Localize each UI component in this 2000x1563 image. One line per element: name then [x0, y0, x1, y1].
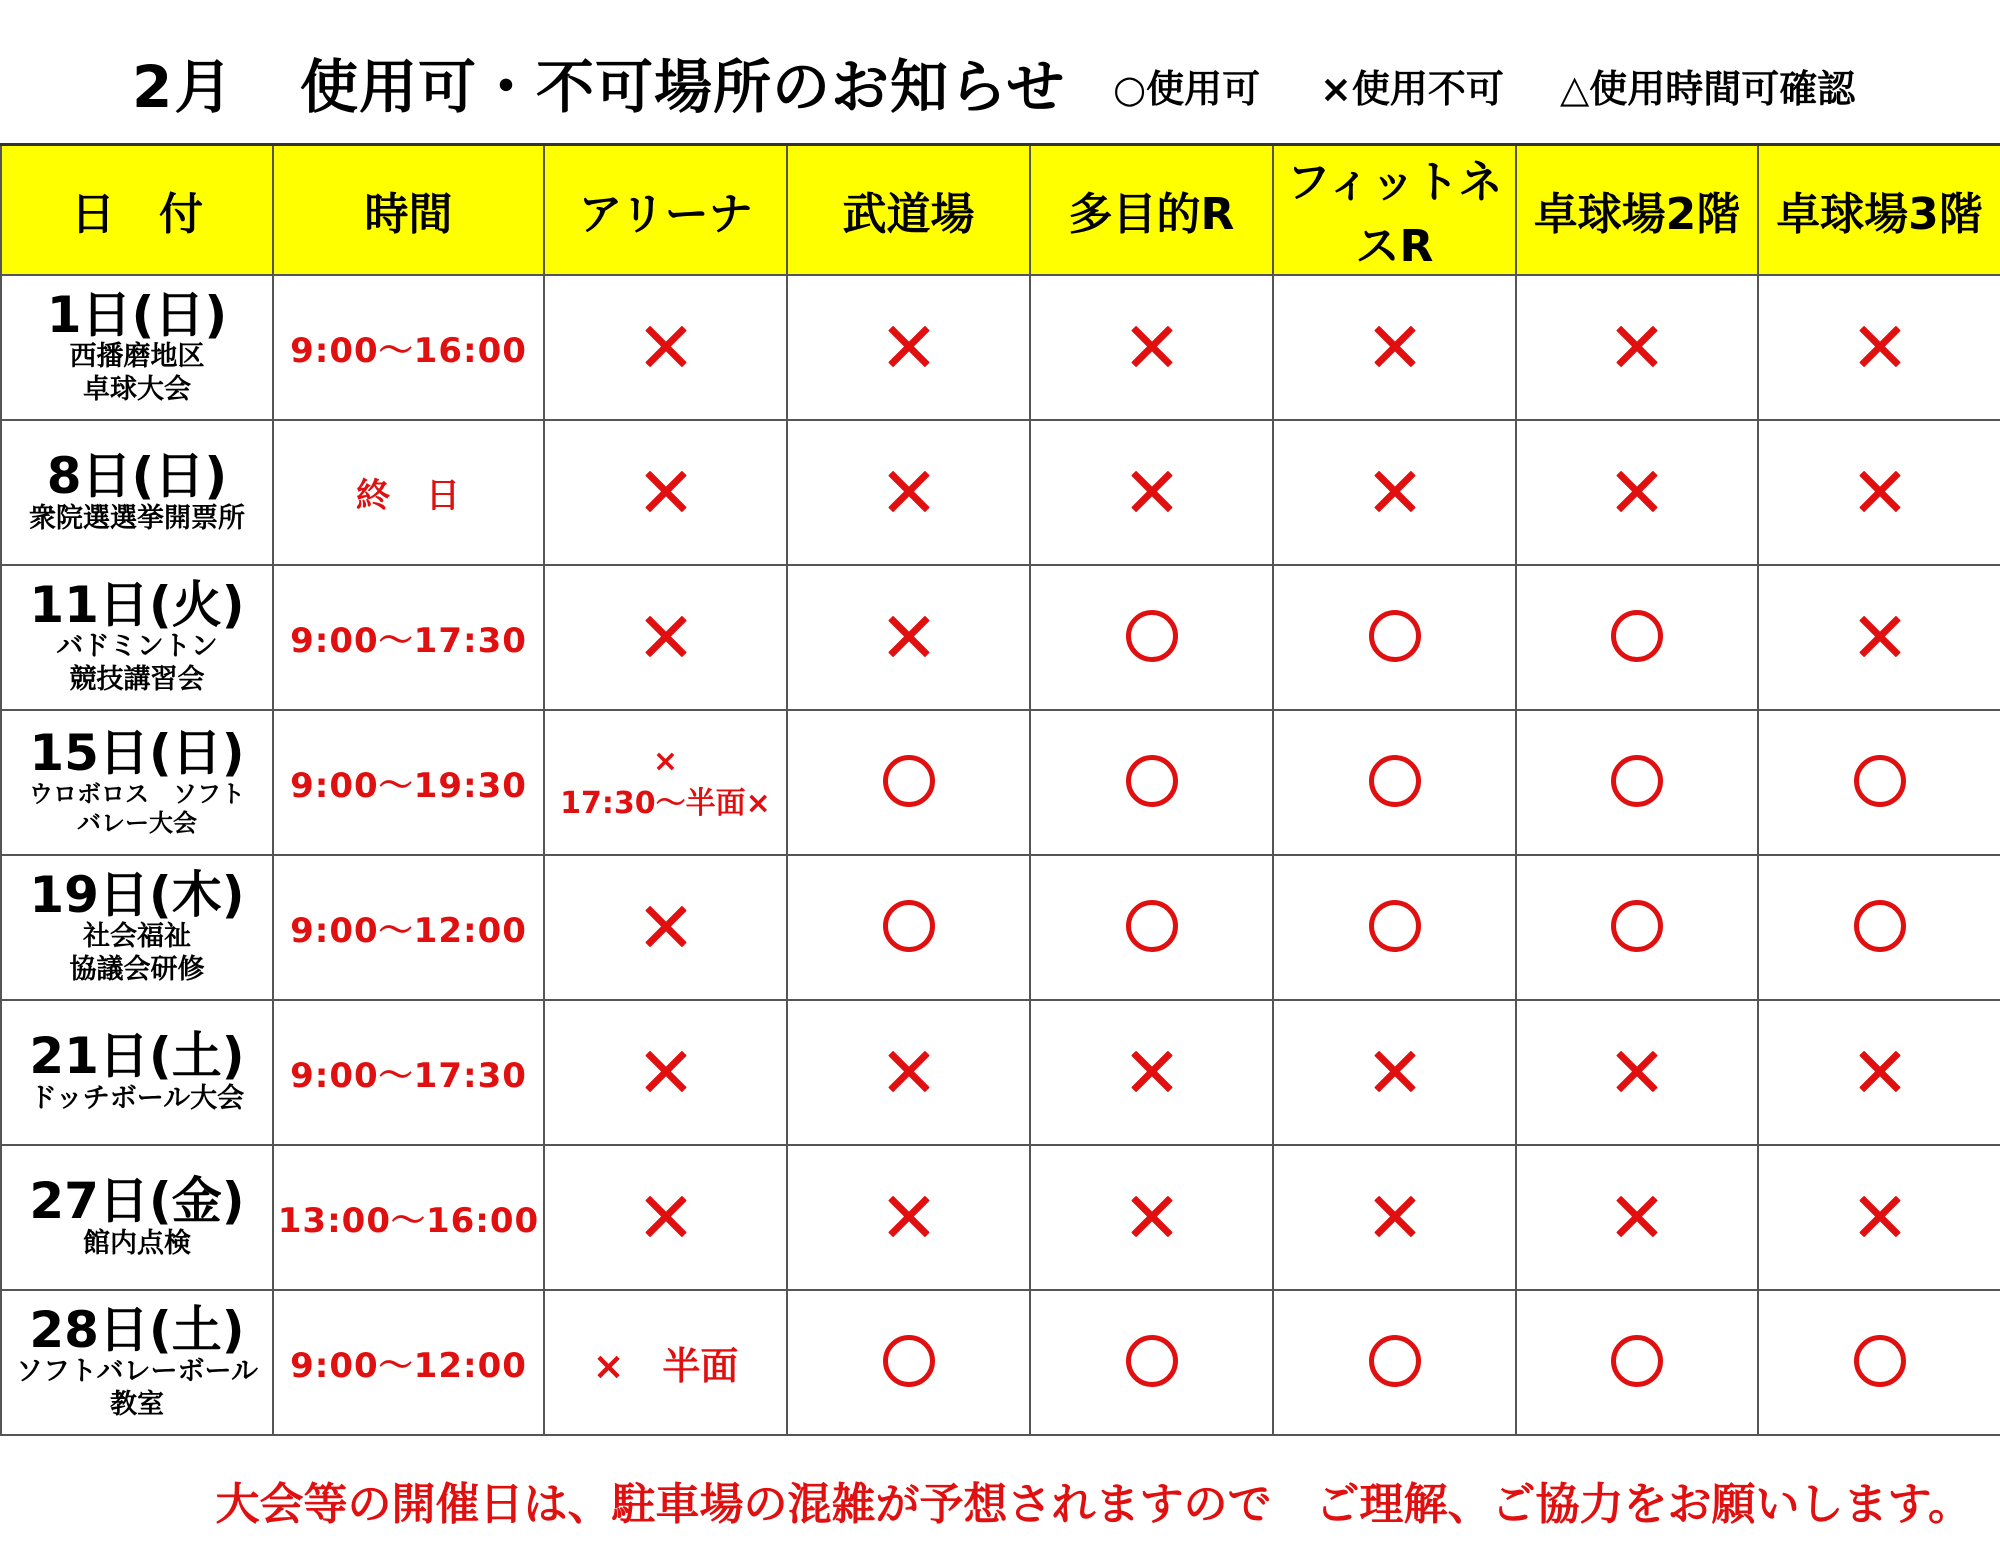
col-header-budo: 武道場 [787, 145, 1030, 276]
status-cell [1273, 565, 1516, 710]
unavailable-mark-icon [1130, 324, 1174, 368]
status-cell [1758, 1145, 2000, 1290]
unavailable-mark-icon [644, 469, 688, 513]
unavailable-mark-icon [644, 324, 688, 368]
unavailable-mark-icon [887, 614, 931, 658]
date-cell [1, 1290, 273, 1435]
page-title: 使用可・不可場所のお知らせ [300, 53, 1066, 121]
event-line: ドッチボール大会 [29, 1082, 245, 1114]
status-cell [1758, 710, 2000, 855]
unavailable-mark-icon [1615, 469, 1659, 513]
unavailable-mark-icon [1373, 1194, 1417, 1238]
status-cell [1516, 420, 1758, 565]
page-header [0, 0, 2000, 143]
date-cell [1, 565, 273, 710]
status-cell [1758, 1290, 2000, 1435]
available-mark-icon [1854, 900, 1906, 952]
status-cell [1030, 1145, 1273, 1290]
table-row [1, 420, 2000, 565]
status-cell [1273, 275, 1516, 420]
col-header-fitness: フィットネスR [1273, 145, 1516, 276]
status-cell [1030, 1290, 1273, 1435]
unavailable-mark-icon [644, 1194, 688, 1238]
status-cell [1516, 275, 1758, 420]
time-label: 9:00～12:00 [290, 911, 527, 951]
arena-note-text: 17:30～半面× [560, 785, 771, 821]
unavailable-mark-icon [887, 324, 931, 368]
unavailable-mark-icon [1858, 614, 1902, 658]
time-label: 9:00～17:30 [290, 1056, 527, 1096]
table-row [1, 565, 2000, 710]
status-cell [787, 710, 1030, 855]
available-mark-icon [1611, 900, 1663, 952]
status-cell [1758, 565, 2000, 710]
status-cell [1516, 1000, 1758, 1145]
status-cell [1758, 275, 2000, 420]
status-cell [544, 710, 787, 855]
time-cell [273, 855, 544, 1000]
available-mark-icon [1854, 1335, 1906, 1387]
page-footer [0, 1418, 2000, 1563]
status-cell [1273, 1145, 1516, 1290]
date-label: 27日(金) [29, 1172, 245, 1231]
event-line: 競技講習会 [69, 663, 205, 695]
status-cell [1030, 275, 1273, 420]
status-cell [1030, 565, 1273, 710]
available-mark-icon [1126, 900, 1178, 952]
event-line: 卓球大会 [83, 373, 191, 405]
time-label: 9:00～19:30 [290, 766, 527, 806]
unavailable-mark-icon [1373, 469, 1417, 513]
col-header-arena: アリーナ [544, 145, 787, 276]
event-line: 社会福祉 [83, 921, 191, 953]
status-cell [787, 1290, 1030, 1435]
table-row [1, 1000, 2000, 1145]
unavailable-mark-icon [1130, 1049, 1174, 1093]
arena-note-mark: × [652, 743, 679, 779]
date-label: 15日(日) [29, 724, 245, 783]
unavailable-mark-icon [1615, 1194, 1659, 1238]
status-cell [787, 1145, 1030, 1290]
date-label: 1日(日) [46, 285, 228, 344]
available-mark-icon [1126, 610, 1178, 662]
status-cell [1758, 420, 2000, 565]
time-cell [273, 1000, 544, 1145]
date-cell [1, 1000, 273, 1145]
event-line: 館内点検 [83, 1227, 191, 1259]
available-mark-icon [1369, 610, 1421, 662]
unavailable-mark-icon [1858, 1049, 1902, 1093]
time-label: 9:00～17:30 [290, 621, 527, 661]
time-label: 9:00～12:00 [290, 1346, 527, 1386]
available-mark-icon [883, 1335, 935, 1387]
legend-available: ○使用可 [1113, 67, 1261, 111]
status-cell [787, 565, 1030, 710]
status-cell [544, 1145, 787, 1290]
status-cell [1516, 710, 1758, 855]
status-cell [1030, 855, 1273, 1000]
status-cell [544, 1000, 787, 1145]
status-cell [544, 1290, 787, 1435]
unavailable-mark-icon [1373, 1049, 1417, 1093]
available-mark-icon [1369, 755, 1421, 807]
time-cell [273, 710, 544, 855]
table-row [1, 1290, 2000, 1435]
time-cell [273, 1145, 544, 1290]
col-header-table-tennis-3f: 卓球場3階 [1758, 145, 2000, 276]
available-mark-icon [1611, 1335, 1663, 1387]
status-cell [787, 1000, 1030, 1145]
unavailable-mark-icon [1858, 324, 1902, 368]
status-cell [787, 275, 1030, 420]
col-header-time: 時間 [273, 145, 544, 276]
available-mark-icon [1611, 755, 1663, 807]
available-mark-icon [883, 755, 935, 807]
event-line: ウロボロス ソフト [29, 779, 245, 808]
time-label: 13:00～16:00 [277, 1201, 540, 1241]
time-label: 9:00～16:00 [290, 331, 527, 371]
month-label: 2月 [132, 53, 235, 121]
status-cell [1516, 1290, 1758, 1435]
date-label: 11日(火) [29, 575, 245, 634]
unavailable-mark-icon [1615, 324, 1659, 368]
status-cell [1273, 1290, 1516, 1435]
status-cell [544, 565, 787, 710]
parking-notice: 大会等の開催日は、駐車場の混雑が予想されますので ご理解、ご協力をお願いします。 [215, 1479, 1972, 1530]
unavailable-mark-icon [1130, 469, 1174, 513]
status-cell [787, 420, 1030, 565]
col-header-multipurpose: 多目的R [1030, 145, 1273, 276]
date-cell [1, 275, 273, 420]
status-cell [1030, 710, 1273, 855]
unavailable-mark-icon [1858, 469, 1902, 513]
available-mark-icon [1854, 755, 1906, 807]
time-cell [273, 565, 544, 710]
status-cell [1273, 710, 1516, 855]
unavailable-mark-icon [1858, 1194, 1902, 1238]
table-row [1, 855, 2000, 1000]
event-line: 西播磨地区 [69, 341, 205, 373]
unavailable-mark-icon [1615, 1049, 1659, 1093]
date-label: 28日(土) [29, 1300, 245, 1359]
date-cell [1, 710, 273, 855]
table-row [1, 275, 2000, 420]
status-cell [1516, 1145, 1758, 1290]
time-label: 終 日 [356, 476, 461, 516]
status-cell [544, 420, 787, 565]
available-mark-icon [1611, 610, 1663, 662]
status-cell [787, 855, 1030, 1000]
time-cell [273, 420, 544, 565]
status-cell [1516, 565, 1758, 710]
facility-schedule-table [0, 143, 2000, 1436]
unavailable-mark-icon [1373, 324, 1417, 368]
event-line: 衆院選選挙開票所 [29, 502, 245, 534]
unavailable-mark-icon [1130, 1194, 1174, 1238]
event-line: ソフトバレーボール [16, 1356, 258, 1388]
arena-note-text: × 半面 [592, 1344, 739, 1388]
date-cell [1, 1145, 273, 1290]
status-cell [1758, 855, 2000, 1000]
status-cell [1516, 855, 1758, 1000]
date-label: 21日(土) [29, 1027, 245, 1086]
available-mark-icon [1369, 1335, 1421, 1387]
available-mark-icon [1369, 900, 1421, 952]
event-line: バレー大会 [77, 808, 197, 837]
event-line: バドミントン [56, 631, 218, 663]
status-cell [544, 855, 787, 1000]
table-row [1, 710, 2000, 855]
date-cell [1, 420, 273, 565]
status-cell [544, 275, 787, 420]
available-mark-icon [883, 900, 935, 952]
unavailable-mark-icon [644, 904, 688, 948]
status-cell [1273, 420, 1516, 565]
col-header-table-tennis-2f: 卓球場2階 [1516, 145, 1758, 276]
unavailable-mark-icon [644, 1049, 688, 1093]
available-mark-icon [1126, 755, 1178, 807]
status-cell [1030, 420, 1273, 565]
unavailable-mark-icon [887, 1049, 931, 1093]
date-label: 8日(日) [46, 447, 228, 506]
event-line: 教室 [110, 1388, 164, 1420]
date-cell [1, 855, 273, 1000]
col-header-date: 日 付 [1, 145, 273, 276]
unavailable-mark-icon [644, 614, 688, 658]
unavailable-mark-icon [887, 469, 931, 513]
available-mark-icon [1126, 1335, 1178, 1387]
unavailable-mark-icon [887, 1194, 931, 1238]
status-cell [1758, 1000, 2000, 1145]
status-cell [1273, 855, 1516, 1000]
time-cell [273, 1290, 544, 1435]
header-row [1, 145, 2000, 276]
date-label: 19日(木) [29, 865, 245, 924]
legend-unavailable: ×使用不可 [1320, 67, 1504, 111]
legend-check-time: △使用時間可確認 [1560, 67, 1856, 111]
status-cell [1273, 1000, 1516, 1145]
time-cell [273, 275, 544, 420]
table-row [1, 1145, 2000, 1290]
status-cell [1030, 1000, 1273, 1145]
event-line: 協議会研修 [69, 953, 205, 985]
